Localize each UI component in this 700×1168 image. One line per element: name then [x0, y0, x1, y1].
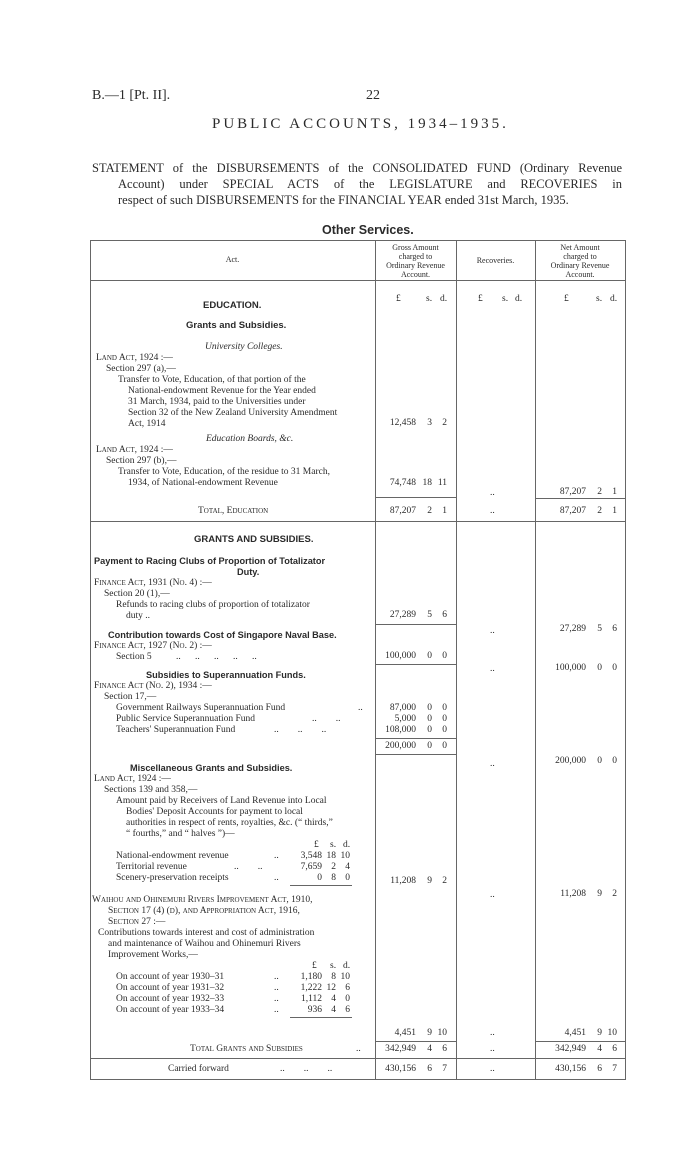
misc-item-pence: 4 [345, 862, 350, 872]
waihou-item-pence: 10 [340, 972, 350, 982]
edu-total-net-shillings: 2 [597, 506, 602, 516]
waihou-recoveries-dots: .. [490, 1028, 495, 1038]
misc-shilling-label: s. [330, 840, 337, 850]
table-top-rule [90, 240, 626, 241]
gross-header-line: Account. [400, 270, 431, 279]
waihou-sub-rule [290, 1017, 352, 1018]
super-item-shillings: 0 [427, 703, 432, 713]
super-total-pence: 0 [442, 741, 447, 751]
gross-pence-label: d. [440, 294, 448, 304]
page-number: 22 [366, 88, 380, 103]
grants-total-net-pounds: 342,949 [555, 1044, 586, 1054]
super-item-dots: .. .. .. [274, 725, 327, 735]
super-item-shillings: 0 [427, 725, 432, 735]
gross-header-line: Ordinary Revenue [386, 261, 445, 270]
gross-header-line: charged to [398, 252, 433, 261]
uc-text: Section 32 of the New Zealand University Amendment [128, 408, 338, 418]
racing-gross-shillings: 5 [427, 610, 432, 620]
edu-total-net-pence: 1 [612, 506, 617, 516]
eb-net-pence: 1 [612, 487, 617, 497]
misc-text: Bodies' Deposit Accounts for payment to local [126, 807, 303, 817]
recoveries-col-rule [456, 240, 457, 1080]
carried-net-pence: 7 [612, 1064, 617, 1074]
waihou-item-shillings: 12 [326, 983, 336, 993]
misc-gross-shillings: 9 [427, 876, 432, 886]
racing-gross-pence: 6 [442, 610, 447, 620]
misc-act: Land Act, 1924 :— [94, 774, 171, 784]
waihou-item-pounds: 1,112 [300, 994, 322, 1004]
misc-net-pounds: 11,208 [560, 889, 586, 899]
education-section-rule [90, 521, 626, 522]
statement-heading [92, 160, 622, 208]
misc-item-shillings: 2 [331, 862, 336, 872]
naval-gross-shillings: 0 [427, 651, 432, 661]
super-total-rule [375, 754, 456, 755]
misc-recoveries-dots: .. [490, 890, 495, 900]
gross-pound-label: £ [396, 294, 401, 304]
misc-item-pounds: 0 [317, 873, 322, 883]
naval-section: Section 5 [116, 652, 152, 662]
net-header-line: Ordinary Revenue [550, 261, 610, 270]
misc-item-label: Territorial revenue [116, 862, 187, 872]
eb-act: Land Act, 1924 :— [96, 445, 173, 455]
uc-text: Act, 1914 [128, 419, 166, 429]
statement-line-3: respect of such DISBURSEMENTS for the FINANCIAL YEAR ended 31st March, 1935. [118, 193, 569, 207]
naval-title: Contribution towards Cost of Singapore Naval Base. [108, 630, 337, 640]
grants-total-gross-pounds: 342,949 [385, 1044, 416, 1054]
super-net-pence: 0 [612, 756, 617, 766]
carried-gross-pence: 7 [442, 1064, 447, 1074]
waihou-text: Improvement Works,— [108, 950, 198, 960]
waihou-pence-label: d. [343, 961, 351, 971]
misc-item-shillings: 18 [326, 851, 336, 861]
waihou-text: Contributions towards interest and cost of administration [98, 928, 315, 938]
misc-item-shillings: 8 [331, 873, 336, 883]
edu-net-subtotal-rule [535, 498, 626, 499]
racing-net-pounds: 27,289 [559, 624, 586, 634]
waihou-item-pence: 6 [345, 983, 350, 993]
racing-title-cont: Duty. [237, 567, 260, 577]
super-item-pence: 0 [442, 714, 447, 724]
waihou-text: and maintenance of Waihou and Ohinemuri Rivers [108, 939, 301, 949]
waihou-item-pence: 6 [345, 1005, 350, 1015]
waihou-item-pounds: 1,222 [300, 983, 322, 993]
university-colleges-heading: University Colleges. [205, 342, 283, 352]
left-rule [90, 240, 91, 1080]
eb-net-pounds: 87,207 [559, 487, 586, 497]
net-col-rule [535, 240, 536, 1080]
waihou-gross-pounds: 4,451 [394, 1028, 416, 1038]
eb-net-shillings: 2 [597, 487, 602, 497]
super-item-pounds: 5,000 [394, 714, 416, 724]
super-subtotal-rule [375, 738, 456, 739]
col-recoveries-header: Recoveries. [476, 256, 515, 265]
misc-net-pence: 2 [612, 889, 617, 899]
misc-pence-label: d. [343, 840, 351, 850]
gross-header-line: Gross Amount [392, 243, 439, 252]
waihou-item-shillings: 4 [331, 1005, 336, 1015]
naval-gross-pence: 0 [442, 651, 447, 661]
gross-col-rule [375, 240, 376, 1080]
waihou-item-label: On account of year 1932–33 [116, 994, 225, 1004]
misc-pound-label: £ [314, 840, 319, 850]
report-reference: B.—1 [Pt. II]. [92, 88, 171, 103]
edu-gross-subtotal-rule [375, 497, 456, 498]
waihou-item-pence: 0 [345, 994, 350, 1004]
net-pence-label: d. [610, 294, 618, 304]
eb-gross-pence: 11 [437, 478, 447, 488]
waihou-item-shillings: 4 [331, 994, 336, 1004]
naval-act: Finance Act, 1927 (No. 2) :— [94, 641, 212, 651]
right-rule [625, 240, 626, 1080]
carried-gross-pounds: 430,156 [385, 1064, 416, 1074]
misc-item-pounds: 7,659 [300, 862, 322, 872]
naval-net-pence: 0 [612, 663, 617, 673]
super-item-label: Teachers' Superannuation Fund [116, 725, 236, 735]
carried-net-shillings: 6 [597, 1064, 602, 1074]
statement-line-1: STATEMENT of the DISBURSEMENTS of the CONSOLIDATED FUND (Ordinary Revenue [92, 161, 622, 175]
col-act-header: Act. [225, 255, 240, 264]
waihou-item-shillings: 8 [331, 972, 336, 982]
grants-gross-total-rule [375, 1041, 456, 1042]
waihou-net-pence: 10 [607, 1028, 617, 1038]
super-item-label: Public Service Superannuation Fund [116, 714, 256, 724]
super-net-pounds: 200,000 [555, 756, 586, 766]
misc-gross-pounds: 11,208 [390, 876, 416, 886]
uc-text: 31 March, 1934, paid to the Universities under [128, 397, 306, 407]
edu-total-recoveries-dots: .. [490, 506, 495, 516]
super-item-pence: 0 [442, 703, 447, 713]
edu-total-net-pounds: 87,207 [559, 506, 586, 516]
statement-line-2: Account) under SPECIAL ACTS of the LEGISLATURE and RECOVERIES in [118, 177, 622, 191]
misc-text: Amount paid by Receivers of Land Revenue into Local [116, 796, 327, 806]
page-title: PUBLIC ACCOUNTS, 1934–1935. [212, 116, 509, 132]
misc-text: “ fourths,” and “ halves ”)— [126, 829, 235, 839]
naval-dots: .. .. .. .. .. [176, 652, 257, 662]
super-item-dots: .. [358, 703, 363, 713]
col-net-header [535, 243, 625, 279]
naval-net-pounds: 100,000 [555, 663, 586, 673]
superannuation-title: Subsidies to Superannuation Funds. [146, 670, 306, 680]
eb-recoveries-dots: .. [490, 488, 495, 498]
waihou-gross-pence: 10 [437, 1028, 447, 1038]
net-header-line: Net Amount [560, 243, 600, 252]
uc-gross-pence: 2 [442, 418, 447, 428]
racing-net-shillings: 5 [597, 624, 602, 634]
waihou-gross-shillings: 9 [427, 1028, 432, 1038]
waihou-pound-label: £ [312, 961, 317, 971]
education-total-label: Total, Education [198, 506, 269, 516]
grants-total-dots: .. [356, 1044, 361, 1054]
grants-total-gross-pence: 6 [442, 1044, 447, 1054]
uc-gross-pounds: 12,458 [389, 418, 416, 428]
racing-text: duty .. [126, 611, 151, 621]
naval-recoveries-dots: .. [490, 664, 495, 674]
carried-forward-label: Carried forward [168, 1064, 229, 1074]
carried-gross-shillings: 6 [427, 1064, 432, 1074]
education-subheading: Grants and Subsidies. [186, 320, 287, 331]
uc-text: National-endowment Revenue for the Year ended [128, 386, 316, 396]
racing-gross-pounds: 27,289 [389, 610, 416, 620]
table-bottom-rule [90, 1079, 626, 1080]
racing-net-pence: 6 [612, 624, 617, 634]
edu-total-gross-pounds: 87,207 [389, 506, 416, 516]
super-total-pounds: 200,000 [385, 741, 416, 751]
naval-gross-pounds: 100,000 [385, 651, 416, 661]
education-boards-heading: Education Boards, &c. [206, 434, 294, 444]
misc-net-shillings: 9 [597, 889, 602, 899]
super-item-dots: .. .. [312, 714, 341, 724]
misc-text: authorities in respect of rents, royalties, &c. (“ thirds,” [126, 818, 333, 828]
eb-text: Transfer to Vote, Education, of the residue to 31 March, [118, 467, 330, 477]
carried-dots: .. .. .. [280, 1064, 333, 1074]
misc-title: Miscellaneous Grants and Subsidies. [130, 763, 293, 773]
naval-gross-rule [375, 664, 456, 665]
super-item-shillings: 0 [427, 714, 432, 724]
waihou-item-dots: .. [274, 972, 279, 982]
grants-total-net-pence: 6 [612, 1044, 617, 1054]
misc-item-pence: 0 [345, 873, 350, 883]
uc-text: Transfer to Vote, Education, of that portion of the [118, 375, 306, 385]
accounts-table [90, 240, 626, 1080]
net-pound-label: £ [564, 294, 569, 304]
misc-item-label: Scenery-preservation receipts [116, 873, 229, 883]
waihou-item-dots: .. [274, 983, 279, 993]
uc-act: Land Act, 1924 :— [96, 353, 173, 363]
net-header-line: Account. [565, 270, 595, 279]
uc-section: Section 297 (a),— [106, 364, 176, 374]
waihou-item-dots: .. [274, 1005, 279, 1015]
super-recoveries-dots: .. [490, 759, 495, 769]
grants-total-gross-shillings: 4 [427, 1044, 432, 1054]
super-net-shillings: 0 [597, 756, 602, 766]
uc-gross-shillings: 3 [427, 418, 432, 428]
misc-section: Sections 139 and 358,— [104, 785, 198, 795]
grants-total-recoveries-dots: .. [490, 1044, 495, 1054]
racing-section: Section 20 (1),— [104, 589, 170, 599]
waihou-text: Section 27 :— [108, 917, 166, 927]
misc-item-dots: .. .. [234, 862, 263, 872]
grants-heading: GRANTS AND SUBSIDIES. [194, 534, 314, 545]
header-bottom-rule [90, 280, 626, 281]
racing-text: Refunds to racing clubs of proportion of totalizator [116, 600, 310, 610]
waihou-item-dots: .. [274, 994, 279, 1004]
misc-item-pounds: 3,548 [300, 851, 322, 861]
waihou-net-pounds: 4,451 [564, 1028, 586, 1038]
naval-net-shillings: 0 [597, 663, 602, 673]
rec-pence-label: d. [515, 294, 523, 304]
misc-item-label: National-endowment revenue [116, 851, 229, 861]
education-heading: EDUCATION. [203, 300, 262, 311]
super-item-pounds: 108,000 [385, 725, 416, 735]
eb-gross-pounds: 74,748 [389, 478, 416, 488]
waihou-text: Section 17 (4) (d), and Appropriation Act, 1916, [108, 906, 300, 916]
waihou-item-pounds: 936 [307, 1005, 322, 1015]
racing-gross-rule [375, 624, 456, 625]
grants-total-net-shillings: 4 [597, 1044, 602, 1054]
misc-sub-rule [290, 885, 352, 886]
edu-total-gross-shillings: 2 [427, 506, 432, 516]
waihou-item-pounds: 1,180 [300, 972, 322, 982]
super-act: Finance Act (No. 2), 1934 :— [94, 681, 212, 691]
super-total-shillings: 0 [427, 741, 432, 751]
waihou-shilling-label: s. [330, 961, 337, 971]
super-item-pence: 0 [442, 725, 447, 735]
gross-shilling-label: s. [426, 294, 433, 304]
super-item-pounds: 87,000 [389, 703, 416, 713]
section-title: Other Services. [322, 223, 414, 237]
carried-recoveries-dots: .. [490, 1064, 495, 1074]
col-gross-header [375, 243, 456, 279]
eb-gross-shillings: 18 [422, 478, 432, 488]
grants-total-label: Total Grants and Subsidies [190, 1044, 303, 1054]
net-header-line: charged to [563, 252, 597, 261]
rec-pound-label: £ [478, 294, 483, 304]
net-shilling-label: s. [596, 294, 603, 304]
edu-total-gross-pence: 1 [442, 506, 447, 516]
eb-text: 1934, of National-endowment Revenue [128, 478, 278, 488]
waihou-text: Waihou and Ohinemuri Rivers Improvement Act, 1910, [92, 895, 313, 905]
super-section: Section 17,— [104, 692, 157, 702]
grants-net-total-rule [535, 1041, 626, 1042]
carried-rule-top [90, 1058, 626, 1059]
racing-recoveries-dots: .. [490, 626, 495, 636]
waihou-item-label: On account of year 1930–31 [116, 972, 225, 982]
waihou-item-label: On account of year 1931–32 [116, 983, 225, 993]
rec-shilling-label: s. [502, 294, 509, 304]
eb-section: Section 297 (b),— [106, 456, 177, 466]
misc-gross-pence: 2 [442, 876, 447, 886]
racing-title: Payment to Racing Clubs of Proportion of Totalizator [94, 556, 326, 566]
misc-item-dots: .. [274, 873, 279, 883]
waihou-item-label: On account of year 1933–34 [116, 1005, 225, 1015]
carried-net-pounds: 430,156 [555, 1064, 586, 1074]
waihou-net-shillings: 9 [597, 1028, 602, 1038]
super-item-label: Government Railways Superannuation Fund [116, 703, 286, 713]
racing-act: Finance Act, 1931 (No. 4) :— [94, 578, 212, 588]
misc-item-pence: 10 [340, 851, 350, 861]
misc-item-dots: .. [274, 851, 279, 861]
